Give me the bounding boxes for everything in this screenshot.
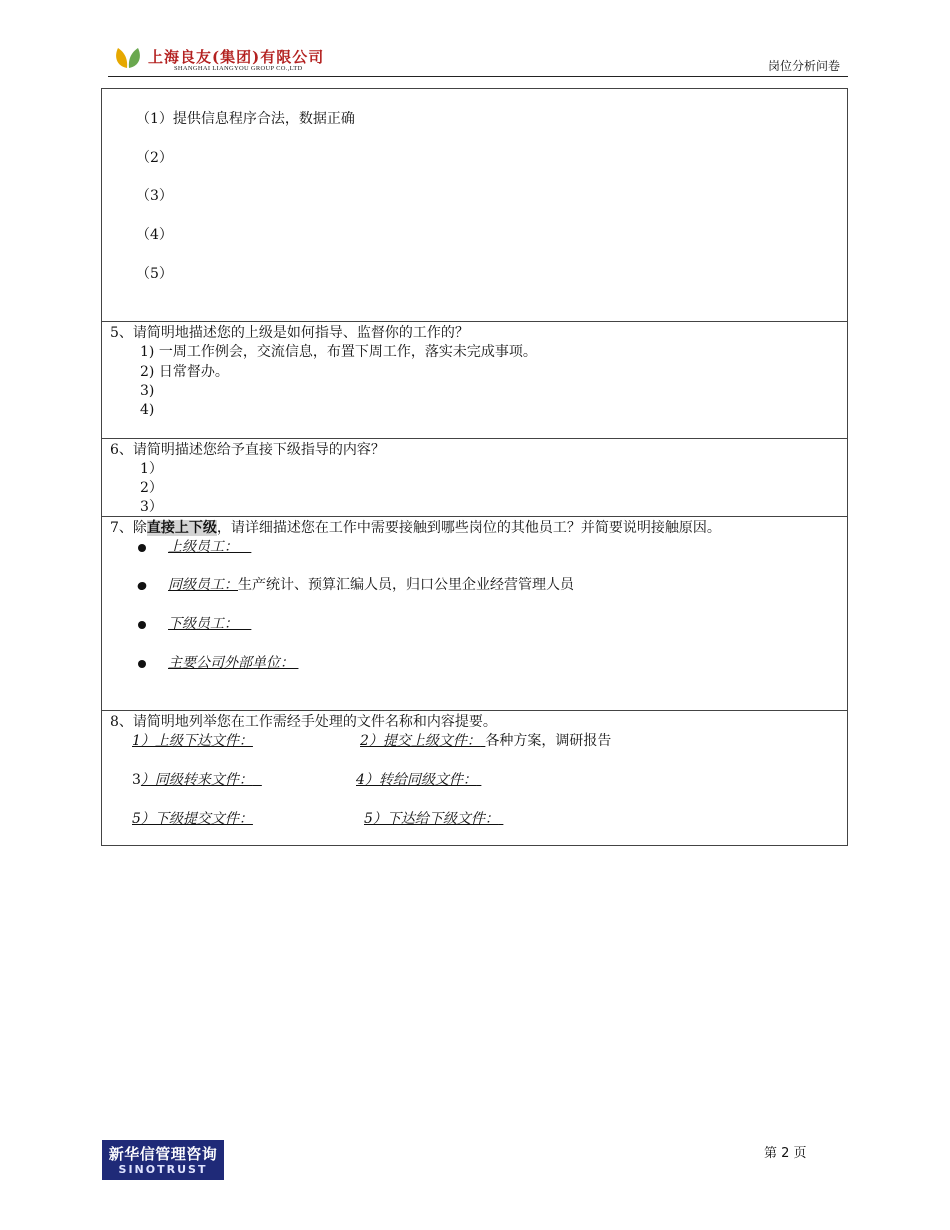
field-label: 2）提交上级文件：: [360, 733, 481, 749]
doc-from-subordinate: [132, 810, 253, 828]
doc-to-subordinate: [364, 810, 503, 828]
list-item: （2）: [136, 150, 173, 166]
field-value: 各种方案，调研报告: [485, 733, 612, 749]
field-label: 5）下级提交文件：: [132, 811, 253, 827]
list-item: 1) 一周工作例会，交流信息，布置下周工作，落实未完成事项。: [140, 344, 537, 360]
list-item: （4）: [136, 227, 173, 243]
section-q8: [102, 711, 847, 847]
doc-to-superior: [360, 732, 611, 750]
question-6: 6、请简明描述您给予直接下级指导的内容？: [110, 442, 385, 458]
field-label: 1）上级下达文件：: [132, 733, 253, 749]
list-item: 4): [140, 402, 155, 418]
document-title: 岗位分析问卷: [767, 59, 840, 73]
contact-upper-staff: [168, 538, 251, 556]
list-item: 3）: [140, 499, 163, 515]
list-item: （1）提供信息程序合法，数据正确: [136, 111, 355, 127]
section-continued-items: [102, 89, 847, 322]
field-label: 同级员工：: [168, 577, 238, 593]
list-item: 3): [140, 383, 155, 399]
field-blank: [499, 811, 503, 827]
list-item: 2) 日常督办。: [140, 364, 229, 380]
field-blank: [477, 772, 481, 788]
field-number: 3: [132, 772, 141, 788]
questionnaire-frame: [101, 88, 848, 846]
list-item: 2）: [140, 480, 163, 496]
question-5: 5、请简明地描述您的上级是如何指导、监督你的工作的？: [110, 325, 469, 341]
question-7-prefix: 7、除: [110, 520, 147, 536]
bullet-icon: [138, 544, 146, 552]
field-blank: [238, 616, 251, 632]
contact-lower-staff: [168, 615, 251, 633]
page-header: [108, 44, 848, 77]
consultant-logo-en: SINOTRUST: [118, 1163, 208, 1176]
doc-to-peer: [356, 771, 481, 789]
section-q5: [102, 322, 847, 439]
list-item: 1）: [140, 461, 163, 477]
list-item: （5）: [136, 266, 173, 282]
company-name-en: SHANGHAI LIANGYOU GROUP CO.,LTD: [174, 65, 303, 72]
doc-from-superior: [132, 732, 253, 750]
section-q7: [102, 517, 847, 711]
question-7-highlight: 直接上下级: [146, 520, 217, 536]
company-leaf-logo-icon: [114, 46, 142, 70]
contact-external-units: [168, 654, 298, 672]
company-name-cn: 上海良友(集团)有限公司: [148, 48, 325, 66]
question-7: [110, 519, 721, 537]
consultant-logo: [102, 1140, 224, 1180]
doc-from-peer: [132, 771, 262, 789]
field-blank: [238, 539, 251, 555]
field-label: 4）转给同级文件：: [356, 772, 477, 788]
field-value: 生产统计、预算汇编人员，归口公里企业经营管理人员: [238, 577, 574, 593]
question-8: 8、请简明地列举您在工作需经手处理的文件名称和内容提要。: [110, 714, 497, 730]
question-7-suffix: ，请详细描述您在工作中需要接触到哪些岗位的其他员工？并简要说明接触原因。: [216, 520, 721, 536]
bullet-icon: [138, 660, 146, 668]
bullet-icon: [138, 621, 146, 629]
field-label: ）同级转来文件：: [140, 772, 253, 788]
field-label: 上级员工：: [168, 539, 238, 555]
field-label: 主要公司外部单位：: [168, 655, 294, 671]
field-label: 下级员工：: [168, 616, 238, 632]
contact-peer-staff: [168, 576, 574, 594]
field-blank: [253, 772, 262, 788]
field-blank: [294, 655, 298, 671]
section-q6: [102, 439, 847, 517]
list-item: （3）: [136, 188, 173, 204]
field-label: 5）下达给下级文件：: [364, 811, 499, 827]
page-number: 第 2 页: [764, 1146, 807, 1161]
bullet-icon: [136, 581, 147, 592]
consultant-logo-cn: 新华信管理咨询: [108, 1145, 218, 1163]
